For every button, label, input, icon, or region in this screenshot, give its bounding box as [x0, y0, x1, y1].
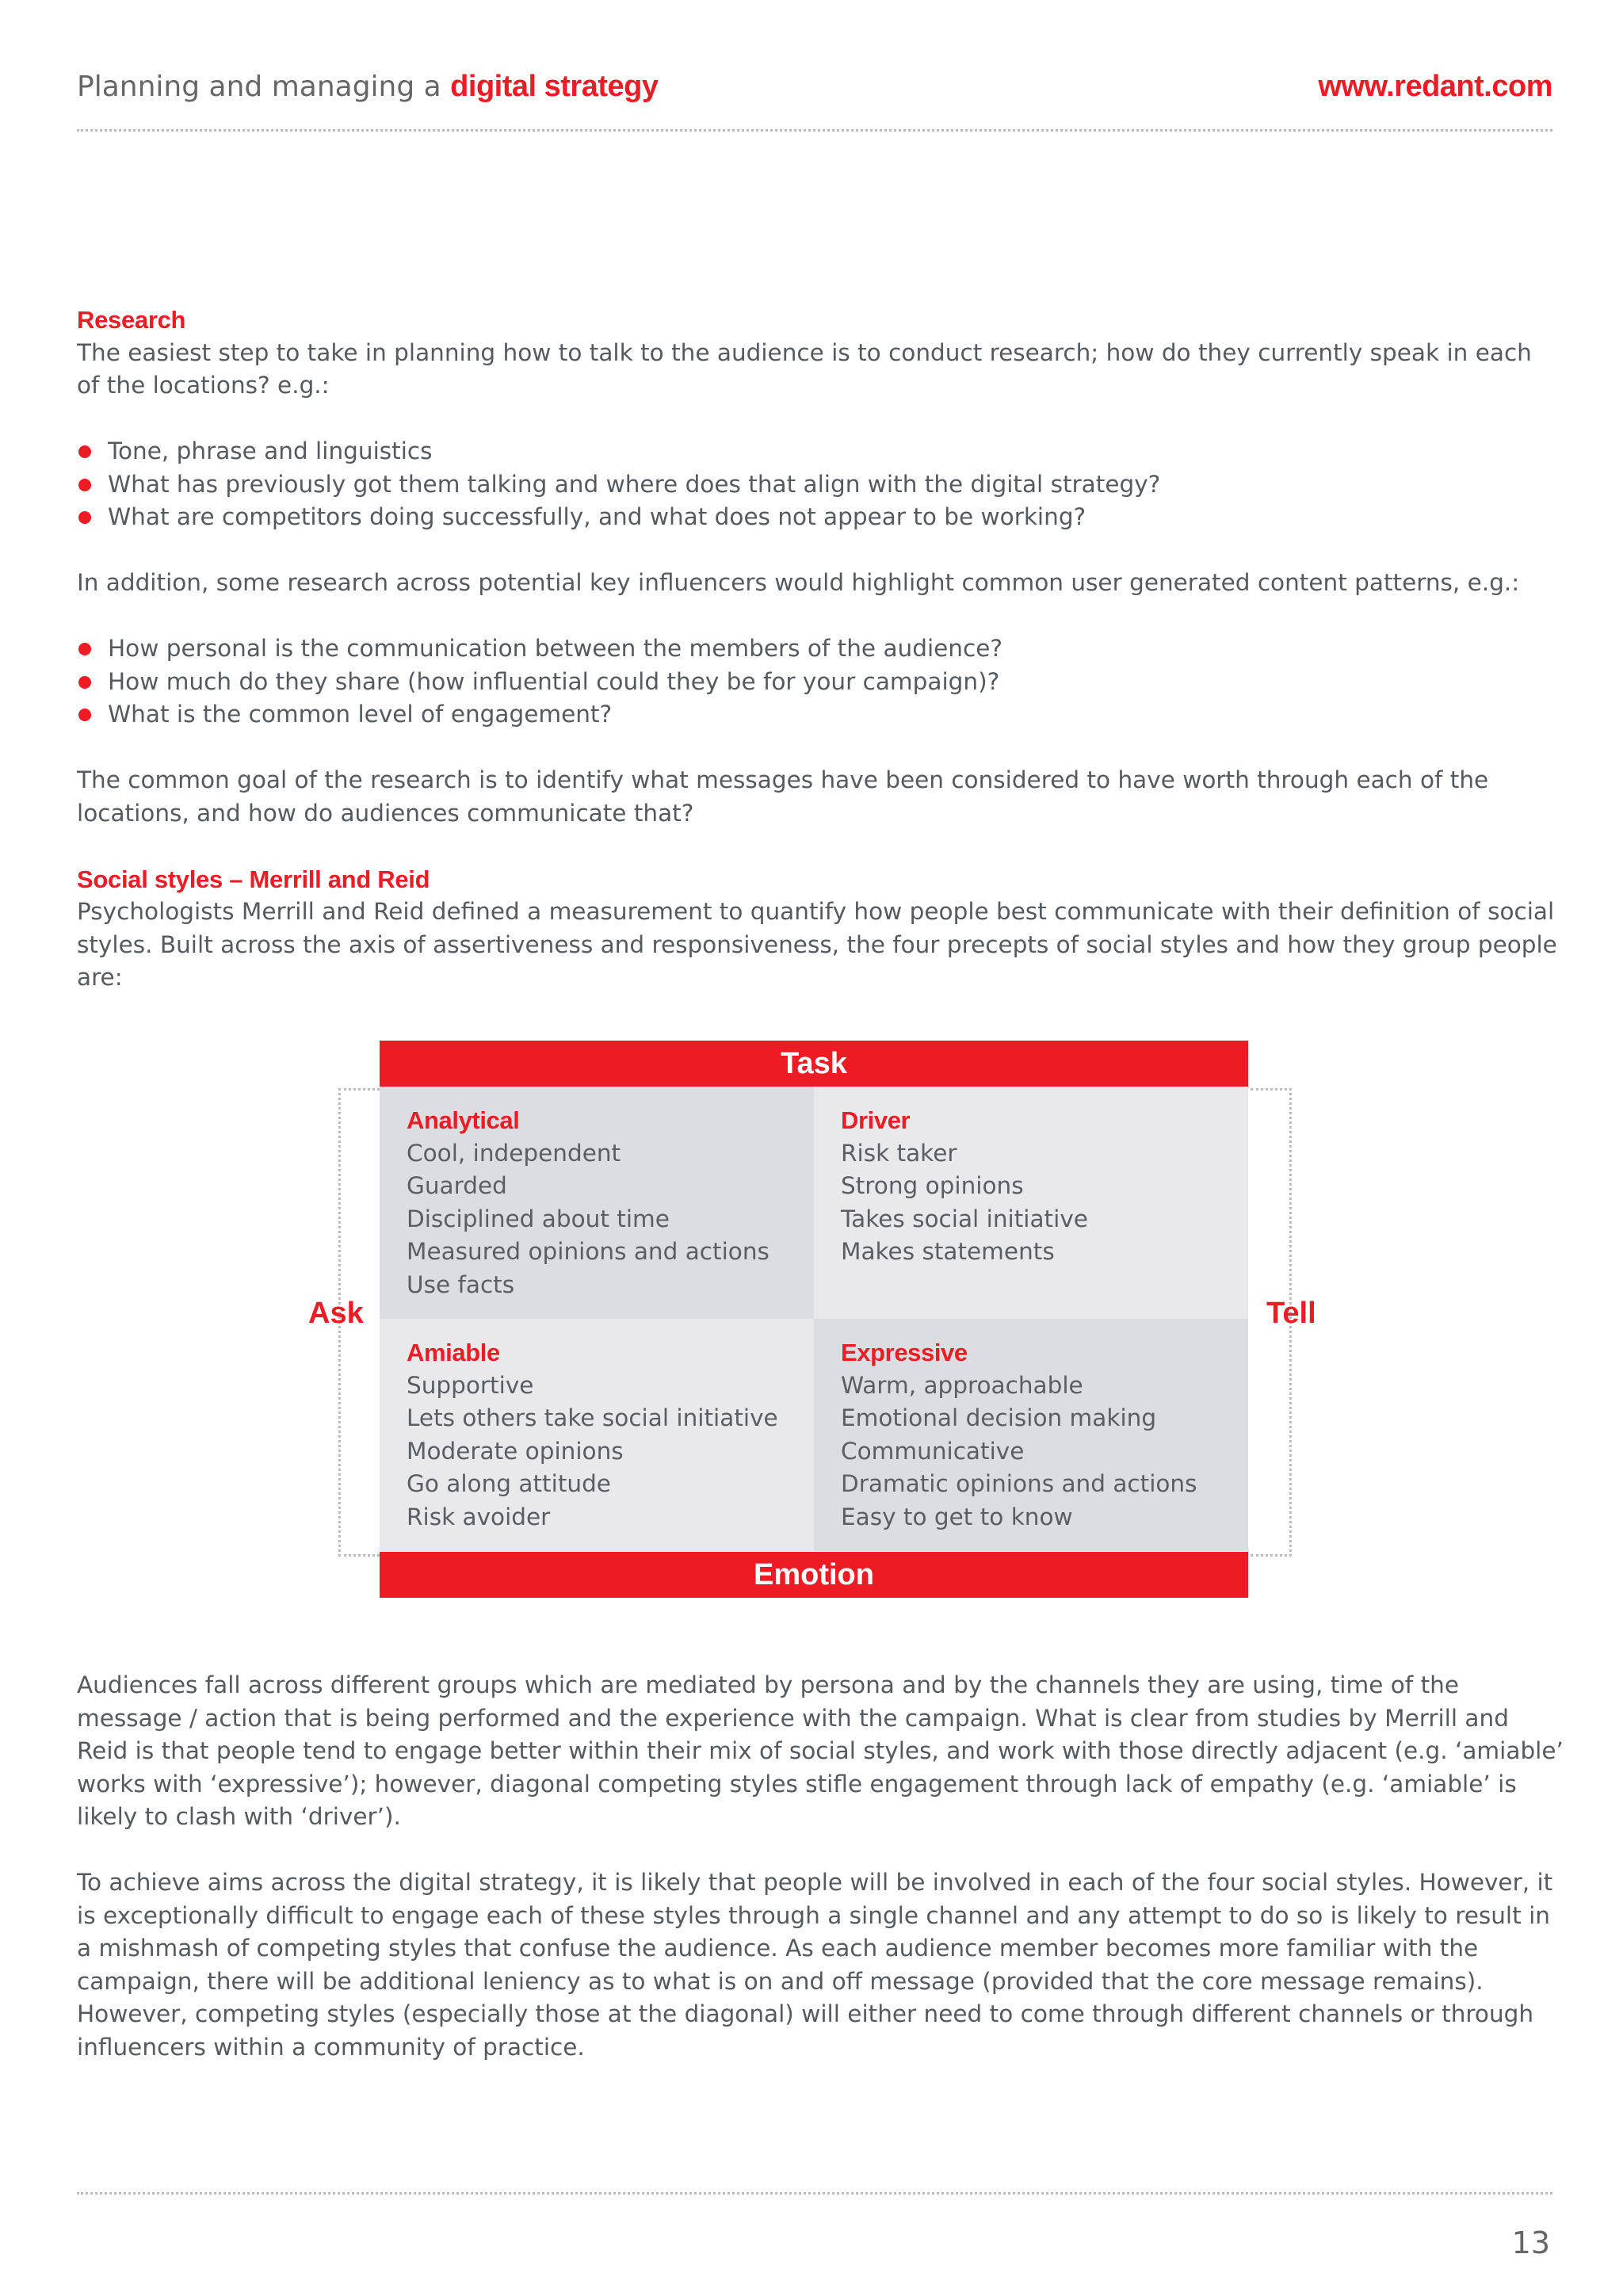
- quadrant-line: Emotional decision making: [841, 1404, 1157, 1431]
- page-number: 13: [1511, 2225, 1550, 2260]
- quadrant-line: Risk avoider: [407, 1503, 551, 1530]
- research-heading: Research: [77, 306, 186, 334]
- axis-right-label: Tell: [1266, 1297, 1316, 1330]
- social-styles-intro: Psychologists Merrill and Reid defined a measurement to quantify how people best communicate with their definition of social styles. Built across the axis of assertiveness and responsiveness, the four precepts of social styles and how they group people are:: [77, 898, 1557, 991]
- document-title: [77, 70, 658, 104]
- quadrant-title: Driver: [841, 1106, 911, 1134]
- axis-top-label: Task: [380, 1041, 1248, 1087]
- quadrant-line: Dramatic opinions and actions: [841, 1470, 1197, 1497]
- quadrant-line: Disciplined about time: [407, 1205, 670, 1232]
- quadrant-analytical: [380, 1087, 814, 1319]
- list-item: Tone, phrase and linguistics: [77, 435, 1567, 468]
- closing-paragraph-1: Audiences fall across different groups which are mediated by persona and by the channels they are using, time of the message / action that is being performed and the experience with the campaign. What is clear from studies by Merrill and Reid is that people tend to engage better within their mix of social styles, and work with those directly adjacent (e.g. ‘amiable’ works with ‘expressive’); however, diagonal competing styles stifle engagement through lack of empathy (e.g. ‘amiable’ is likely to clash with ‘driver’).: [77, 1671, 1564, 1830]
- quadrant-title: Analytical: [407, 1106, 520, 1134]
- quadrant-line: Use facts: [407, 1270, 515, 1298]
- influencer-bullet-list: [77, 632, 1567, 732]
- quadrant-line: Easy to get to know: [841, 1503, 1073, 1530]
- social-styles-heading: Social styles – Merrill and Reid: [77, 865, 430, 893]
- research-addition: In addition, some research across potential key influencers would highlight common user generated content patterns, e.g.:: [77, 569, 1520, 596]
- research-goal: The common goal of the research is to identify what messages have been considered to have worth through each of the locations, and how do audiences communicate that?: [77, 766, 1489, 827]
- quadrant-expressive: [814, 1319, 1248, 1551]
- main-content: [77, 304, 1567, 995]
- quadrant-line: Takes social initiative: [841, 1205, 1088, 1232]
- research-intro: The easiest step to take in planning how to talk to the audience is to conduct research; how do they currently speak in each of the locations? e.g.:: [77, 338, 1532, 399]
- list-item: What are competitors doing successfully, and what does not appear to be working?: [77, 501, 1567, 534]
- quadrant-line: Makes statements: [841, 1238, 1055, 1265]
- list-item: What is the common level of engagement?: [77, 698, 1567, 732]
- quadrant-line: Moderate opinions: [407, 1437, 624, 1465]
- quadrant-line: Strong opinions: [841, 1172, 1024, 1199]
- quadrant-title: Amiable: [407, 1339, 500, 1366]
- closing-text: [77, 1669, 1567, 2064]
- website-link[interactable]: www.redant.com: [1318, 70, 1552, 103]
- quadrant-line: Lets others take social initiative: [407, 1404, 778, 1431]
- page-header: [77, 70, 1552, 114]
- axis-bottom-label: Emotion: [380, 1552, 1248, 1598]
- list-item: What has previously got them talking and where does that align with the digital strategy?: [77, 468, 1567, 502]
- quadrant-title: Expressive: [841, 1339, 968, 1366]
- quadrant-line: Risk taker: [841, 1139, 957, 1167]
- list-item: How much do they share (how influential could they be for your campaign)?: [77, 666, 1567, 699]
- quadrant-line: Communicative: [841, 1437, 1025, 1465]
- quadrant-amiable: [380, 1319, 814, 1551]
- title-prefix: Planning and managing a: [77, 71, 451, 103]
- quadrant-line: Go along attitude: [407, 1470, 611, 1497]
- quadrant-line: Warm, approachable: [841, 1371, 1083, 1399]
- footer-divider: [77, 2192, 1552, 2195]
- quadrant-line: Measured opinions and actions: [407, 1238, 769, 1265]
- list-item: How personal is the communication between the members of the audience?: [77, 632, 1567, 666]
- header-divider: [77, 129, 1552, 132]
- quadrant-driver: [814, 1087, 1248, 1319]
- quadrant-line: Supportive: [407, 1371, 534, 1399]
- quadrant-line: Cool, independent: [407, 1139, 621, 1167]
- quadrant-line: Guarded: [407, 1172, 507, 1199]
- title-highlight: digital strategy: [450, 70, 659, 103]
- closing-paragraph-2: To achieve aims across the digital strategy, it is likely that people will be involved in each of the four social styles. However, it is exceptionally difficult to engage each of these styles through a single channel and any attempt to do so is likely to result in a mishmash of competing styles that confuse the audience. As each audience member becomes more familiar with the campaign, there will be additional leniency as to what is on and off message (provided that the core message remains). However, competing styles (especially those at the diagonal) will either need to come through different channels or through influencers within a community of practice.: [77, 1869, 1553, 2061]
- axis-left-label: Ask: [308, 1297, 364, 1330]
- research-bullet-list: [77, 435, 1567, 534]
